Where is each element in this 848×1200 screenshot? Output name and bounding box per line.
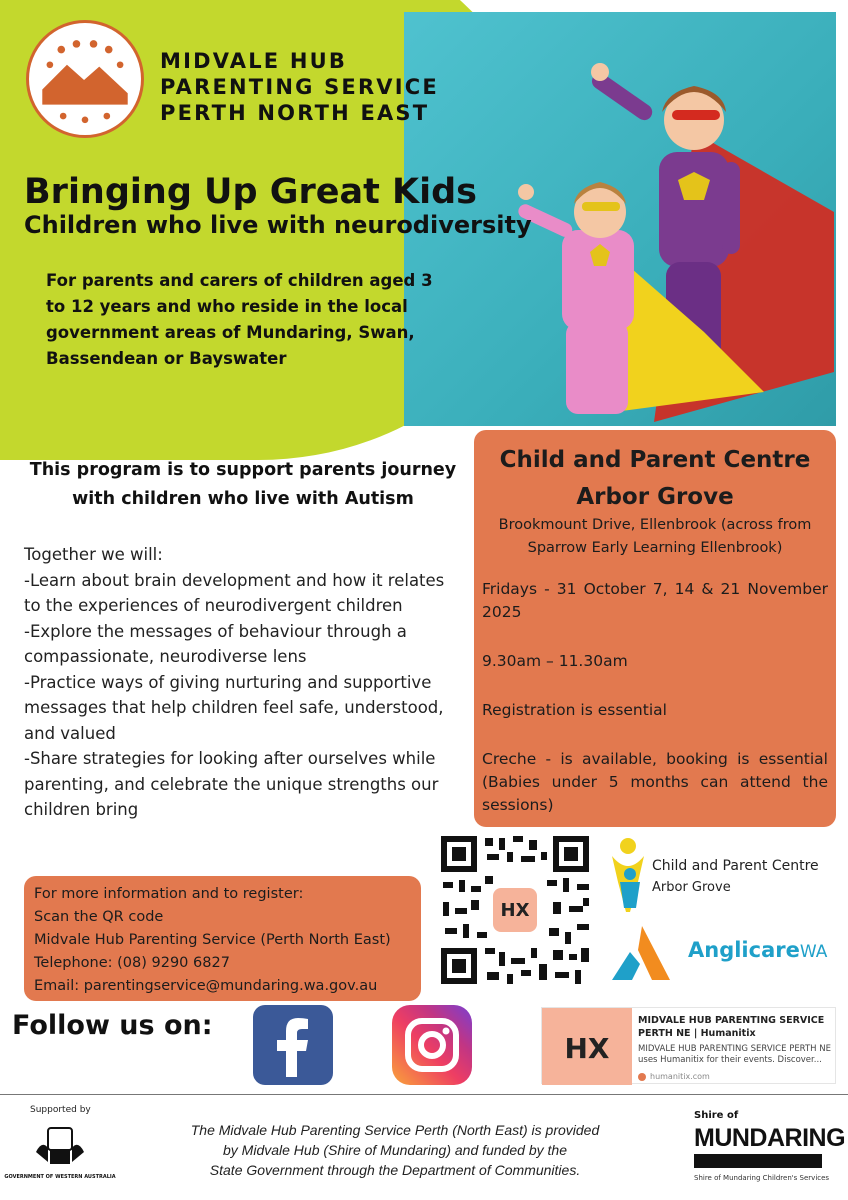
program-purpose-heading: This program is to support parents journey with children who live with Autism — [29, 460, 457, 509]
venue-name-line-2: Arbor Grove — [576, 484, 734, 510]
funding-line-3: State Government through the Department of Communities. — [209, 1162, 581, 1178]
contact-line: Midvale Hub Parenting Service (Perth North East) — [34, 932, 391, 948]
outcome-item: -Practice ways of giving nurturing and supportive messages that help children feel safe, understood, and valued — [24, 672, 444, 743]
contact-line: Scan the QR code — [34, 909, 164, 925]
funding-line-1: The Midvale Hub Parenting Service Perth (North East) is provided — [190, 1122, 600, 1138]
svg-text:HX: HX — [564, 1032, 610, 1065]
child-parent-centre-logo — [608, 832, 836, 916]
program-subtitle: Children who live with neurodiversity — [24, 211, 532, 239]
shire-of-mundaring-logo — [694, 1104, 846, 1190]
registration-note: Registration is essential — [482, 701, 667, 719]
venue-address: Brookmount Drive, Ellenbrook (across from Sparrow Early Learning Ellenbrook) — [498, 517, 812, 556]
midvale-hub-logo — [26, 20, 144, 138]
venue-name — [474, 442, 836, 516]
facebook-icon[interactable] — [253, 1005, 333, 1085]
anglicare-wa-logo — [608, 922, 836, 986]
anglicare-main: Anglicare — [688, 938, 800, 962]
session-time: 9.30am – 11.30am — [482, 652, 628, 670]
outcome-item: -Explore the messages of behaviour through a compassionate, neurodiverse lens — [24, 621, 407, 666]
outcome-item: -Share strategies for looking after ourselves while parenting, and celebrate the unique strengths our children bring — [24, 749, 439, 819]
humanitix-title: MIDVALE HUB PARENTING SERVICE PERTH NE | Humanitix — [638, 1015, 825, 1039]
humanitix-description: MIDVALE HUB PARENTING SERVICE PERTH NE uses Humanitix for their events. Discover... — [638, 1044, 831, 1065]
program-title: Bringing Up Great Kids — [24, 172, 477, 212]
anglicare-logo-text — [688, 938, 827, 962]
registration-qr-code[interactable] — [437, 832, 593, 988]
cpc-logo-text-1: Child and Parent Centre — [652, 858, 819, 874]
creche-note: Creche - is available, booking is essential (Babies under 5 months can attend the sessions) — [482, 750, 828, 814]
shire-of-label: Shire of — [694, 1110, 739, 1121]
funding-line-2: by Midvale Hub (Shire of Mundaring) and funded by the — [223, 1142, 567, 1158]
wa-government-crest — [4, 1122, 116, 1186]
footer-divider — [0, 1094, 848, 1095]
instagram-icon[interactable] — [392, 1005, 472, 1085]
venue-name-line-1: Child and Parent Centre — [499, 447, 811, 473]
funding-statement — [160, 1120, 630, 1180]
organisation-name — [160, 48, 439, 126]
org-line-2: PARENTING SERVICE — [160, 75, 439, 99]
humanitix-link-card[interactable] — [541, 1007, 836, 1084]
humanitix-icon — [542, 1008, 632, 1085]
session-dates: Fridays - 31 October 7, 14 & 21 November 2025 — [482, 580, 828, 621]
mundaring-label: MUNDARING — [694, 1124, 846, 1152]
mundaring-bar — [694, 1154, 822, 1168]
outcome-item: -Learn about brain development and how it relates to the experiences of neurodivergent children — [24, 570, 445, 615]
anglicare-suffix: WA — [799, 942, 828, 962]
contact-email[interactable]: Email: parentingservice@mundaring.wa.gov.au — [34, 978, 378, 994]
contact-info-box — [24, 876, 421, 1001]
humanitix-url: humanitix.com — [650, 1072, 710, 1081]
cpc-logo-text-2: Arbor Grove — [652, 880, 731, 895]
org-line-1: MIDVALE HUB — [160, 49, 348, 73]
contact-line: For more information and to register: — [34, 886, 304, 902]
audience-description: For parents and carers of children aged 3 to 12 years and who reside in the local government areas of Mundaring, Swan, Bassendean or Bayswater — [46, 271, 433, 368]
supported-by-label: Supported by — [30, 1105, 91, 1115]
svg-text:HX: HX — [500, 900, 530, 921]
outcomes-intro: Together we will: — [24, 545, 163, 564]
program-outcomes — [24, 542, 464, 823]
contact-phone[interactable]: Telephone: (08) 9290 6827 — [34, 955, 230, 971]
org-line-3: PERTH NORTH EAST — [160, 101, 430, 125]
humanitix-favicon — [638, 1073, 646, 1081]
wa-gov-label: GOVERNMENT OF WESTERN AUSTRALIA — [4, 1174, 116, 1180]
follow-us-label: Follow us on: — [12, 1010, 213, 1041]
mundaring-subtitle: Shire of Mundaring Children's Services — [694, 1174, 830, 1182]
venue-details-box — [474, 430, 836, 827]
